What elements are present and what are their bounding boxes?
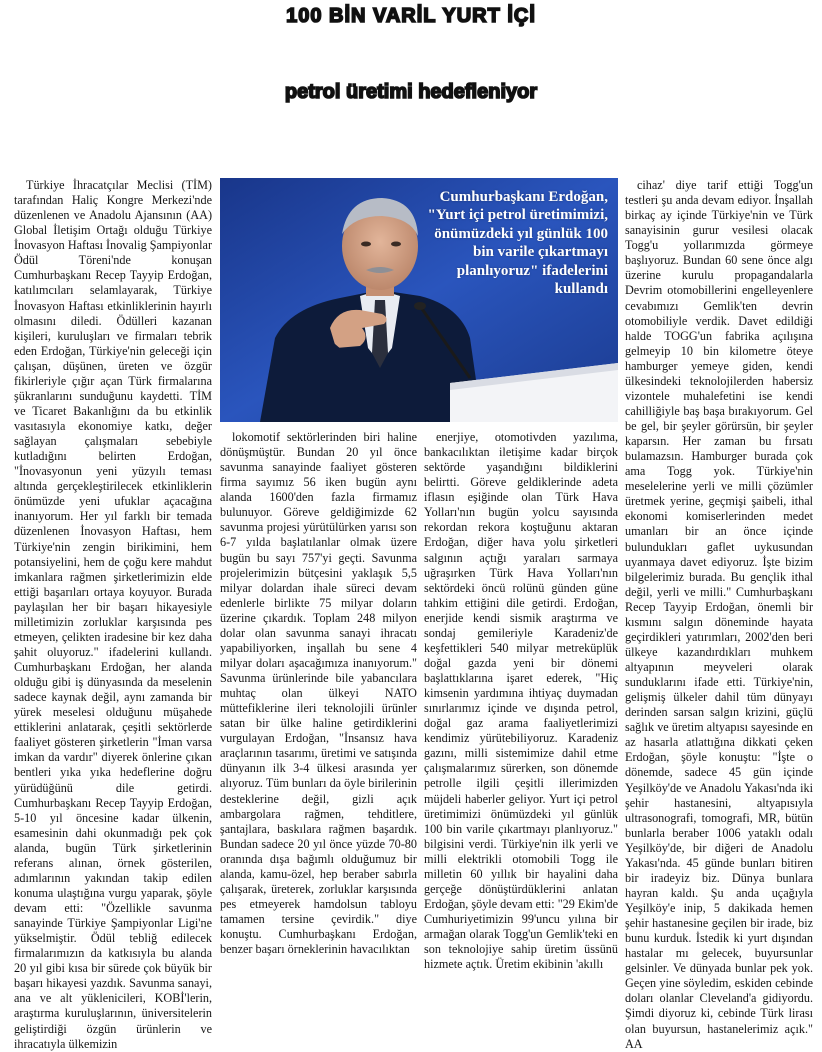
- article-column-2: [220, 430, 417, 957]
- article-column-4-text: cihaz' diye tarif ettiği Togg'un testleri şu anda devam ediyor. İnşallah birkaç ay içinde Türkiye'nin ve Türk sanayisinin gurur vesilesi olacak Togg'u yollarımızda görmeye başlıyoruz. Bundan 60 sene önce algı üzerine kurulu propagandalarla Devrim otomobillerini engelleyenlere cevabımızı Gemlik'ten devrin otomobiliyle verdik. Davet edildiği halde TOGG'un fabrika açılışına gelmeyip 10 bin kilometre öteye hamburger yemeye giden, kendi ülkesindeki teknolojilerden habersiz vizontele muhalefetini ise kendi cahilliğiyle baş başa bırakıyorum. Gel be gel, bir şeyler görürsün, bir şeyler kaparsın. Her zaman bu fırsatı bulamazsın. Hamburger burada çok ama Togg yok. Türkiye'nin meselelerine yerli ve milli çözümler üretmek yerine, geçmişi şaibeli, ithal ekonomi komiserlerinden medet umanları bir an önce içinde bulundukları gaflet uykusundan uyanmaya davet ediyoruz. İşte bizim bilgelerimiz burada. Bu gençlik ithal değil, yerli ve milli." Cumhurbaşkanı Recep Tayyip Erdoğan, önemli bir kısmını salgın döneminde hayata geçirdikleri yatırımları, 2002'den beri ülkeye kazandırdıkları muhkem altyapının meyveleri olarak sunduklarını ifade etti. Türkiye'nin, gelişmiş ülkeler dahil tüm dünyayı derinden sarsan salgın krizini, güçlü sağlık ve üretim altyapısı sayesinde en az hasarla atlattığına dikkati çeken Erdoğan, şöyle konuştu: "İşte o dönemde, sadece 45 gün içinde Yeşilköy'de ve Anadolu Yakası'nda iki şehir hastanesini, altyapısıyla ultrasonografi, tomografi, MR, bütün bunlarla beraber 1006 yataklı odalı Yeşilköy'de, bir diğeri de Anadolu Yakası'nda. 45 günde bunları bitiren bir iradeyiz biz. Dünya bunlara hayran kaldı. Şu anda uçağıyla Yeşilköy'e inip, 5 dakikada hemen şehir hastanesine geçilen bir irade, biz bunu kurduk. İstedik ki yurt dışından hastalar mı gelecek, buyursunlar gelsinler. Ve dünyada bunlar pek yok. Geçen yine söyledim, eskiden cebinde doları olanlar Cleveland'a gidiyordu. Şimdi diyoruz ki, cebinde Türk lirası olan buyursun, hastanelerimiz açık." AA: [625, 178, 813, 1051]
- headline-line-1: 100 BİN VARİL YURT İÇİ: [286, 5, 536, 27]
- article-column-1: [14, 178, 213, 1051]
- article-column-4: [625, 178, 813, 1051]
- article-column-2-text: lokomotif sektörlerinden biri haline dönüşmüştür. Bundan 20 yıl önce savunma sanayinde faaliyet gösteren firma sayımız 56 iken bugün aynı alanda 1600'den fazla firmamız bulunuyor. Göreve geldiğimizde 62 savunma projesi yürütülürken yarısı son 6-7 yılda başlatılanlar olmak üzere bugün bu sayı 757'yi geçti. Savunma projelerimizin bütçesini yaklaşık 5,5 milyar dolardan ihale süreci devam edenlerle birlikte 75 milyar doların üzerine çıkardık. Toplam 248 milyon dolar olan savunma sanayi ihracatı yapabiliyorken, inşallah bu sene 4 milyar doları aşacağımıza inanıyorum." Savunma ürünlerinde bile yabancılara muhtaç olan ülkeyi NATO müttefiklerine ileri teknolojili ürünler satan bir ülke haline getirdiklerini vurgulayan Erdoğan, "İnsansız hava araçlarının tasarımı, üretimi ve satışında dünyanın ilk 3-4 ülkesi arasında yer alıyoruz. Tüm bunları da öyle birilerinin desteklerine değil, gizli açık ambargolara rağmen, tehditlere, şantajlara, baskılara rağmen başardık. Bundan sadece 20 yıl önce yüzde 70-80 oranında dışa bağımlı olduğumuz bir alanda, kamu-özel, hep beraber sabırla çalışarak, üreterek, zorluklar karşısında pes etmeyerek hamdolsun tabloyu tamamen tersine çevirdik." diye konuştu. Cumhurbaşkanı Erdoğan, benzer başarı örneklerinin havacılıktan: [220, 430, 417, 957]
- headline-line-2: petrol üretimi hedefleniyor: [284, 81, 538, 103]
- photo-caption: Cumhurbaşkanı Erdoğan, "Yurt içi petrol üretimimizi, önümüzdeki yıl günlük 100 bin varile çıkartmayı planlıyoruz" ifadelerini kullandı: [427, 189, 608, 298]
- article-column-1-text: Türkiye İhracatçılar Meclisi (TİM) tarafından Haliç Kongre Merkezi'nde düzenlenen ve Anadolu Ajansının (AA) Global İletişim Ortağı olduğu Türkiye İnovasyon Haftası İnovalig Şampiyonlar Ödül Töreni'nde konuşan Cumhurbaşkanı Recep Tayyip Erdoğan, katılımcıları selamlayarak, Türkiye İnovasyon Haftası etkinliklerinin hayırlı olmasını diledi. Ödülleri kazanan kişileri, kuruluşları ve firmaları tebrik eden Erdoğan, Türkiye'nin geleceği için çalışan, düşünen, üreten ve özgür fikirleriyle çığır açan Türk firmalarına şükranlarını sunduğunu kaydetti. TİM ve Ticaret Bakanlığını da bu etkinlik vasıtasıyla ekonomiye katkı, değer sağlayan çalışmaları sebebiyle kutladığını belirten Erdoğan, "İnovasyonun yeni yüzyılı teması altında gerçekleştirilecek etkinliklerin önümüzde yeni ufuklar açacağına inanıyorum. Her yıl farklı bir temada düzenlenen İnovasyon Haftası, hem Türkiye'nin zengin birikimini, hem potansiyelini, hem de çoğu kere mahdut imkanlara rağmen şirketlerimizin elde ettiği başarıları ortaya koyuyor. Burada paylaşılan her bir başarı hikayesiyle milletimizin zorluklar karşısında pes etmeyen, çelikten iradesine bir kez daha şahit oluyoruz." ifadelerini kullandı. Cumhurbaşkanı Erdoğan, her alanda olduğu gibi iş dünyasında da meselenin sadece kaynak değil, aynı zamanda bir yürek meselesi olduğunu müşahede ettiklerini anlatarak, çeşitli sektörlerde faaliyet gösteren şirketlerin "İman varsa imkan da vardır" diyerek önlerine çıkan bentleri yıka yıka hedeflerine doğru yürüdüğünü dile getirdi. Cumhurbaşkanı Recep Tayyip Erdoğan, 5-10 yıl öncesine kadar ülkenin, esamesinin dahi okunmadığı pek çok alanda, bugün Türk şirketlerinin referans alınan, örnek gösterilen, adımlarının yakından takip edilen konuma ulaştığına vurgu yaparak, şöyle devam etti: "Özellikle savunma sanayinde Türkiye Şampiyonlar Ligi'ne yükselmiştir. Ödül tebliğ edilecek firmalarımızın da katkısıyla bu alanda 20 yıl gibi kısa bir sürede çok büyük bir başarı hikayesi yazdık. Savunma sanayi, ana ve alt yüklenicileri, KOBİ'lerin, araştırma kuruluşlarının, üniversitelerin geliştirdiği özgün ürünlerin ve ihracatıyla ülkemizin: [14, 178, 213, 1051]
- article-column-3-text: enerjiye, otomotivden yazılıma, bankacılıktan iletişime kadar birçok sektörde yaşandığını bildiklerini belirtti. Göreve geldiklerinde adeta iflasın eşiğinde olan Türk Hava Yolları'nın bugün yolcu sayısında rekordan rekora koştuğunu aktaran Erdoğan, diğer hava yolu şirketleri salgının açtığı yaraları sarmaya uğraşırken Türk Hava Yolları'nın sektördeki öncü rolünü günden güne tahkim ettiğini dile getirdi. Erdoğan, enerjide kendi sismik araştırma ve sondaj gemileriyle Karadeniz'de keşfettikleri 540 milyar metreküplük doğal gazda yeni bir dönemi başlattıklarına işaret ederek, "Hiç kimsenin yardımına ihtiyaç duymadan sınırlarımız içinde ve dışında petrol, doğal gaz arama faaliyetlerimizi kendimiz yürütebiliyoruz. Karadeniz gazını, milli sistemimize dahil etme çalışmalarımız sürerken, son dönemde petrolle ilgili çeşitli illerimizden müjdeli haberler geliyor. Yurt içi petrol üretimimizi önümüzdeki yıl günlük 100 bin varile çıkartmayı planlıyoruz." bilgisini verdi. Türkiye'nin ilk yerli ve milli elektrikli otomobili Togg ile milletin 60 yıllık bir hayalini daha gerçeğe dönüştürdüklerini anlatan Erdoğan, şöyle devam etti: "29 Ekim'de Cumhuriyetimizin 99'uncu yılına bir armağan olarak Togg'un Gemlik'teki en son teknolojiye sahip üretim üssünü hizmete açtık. Üretim ekibinin 'akıllı: [424, 430, 619, 972]
- erdogan-photo: [220, 178, 618, 422]
- article-column-3: [424, 430, 619, 972]
